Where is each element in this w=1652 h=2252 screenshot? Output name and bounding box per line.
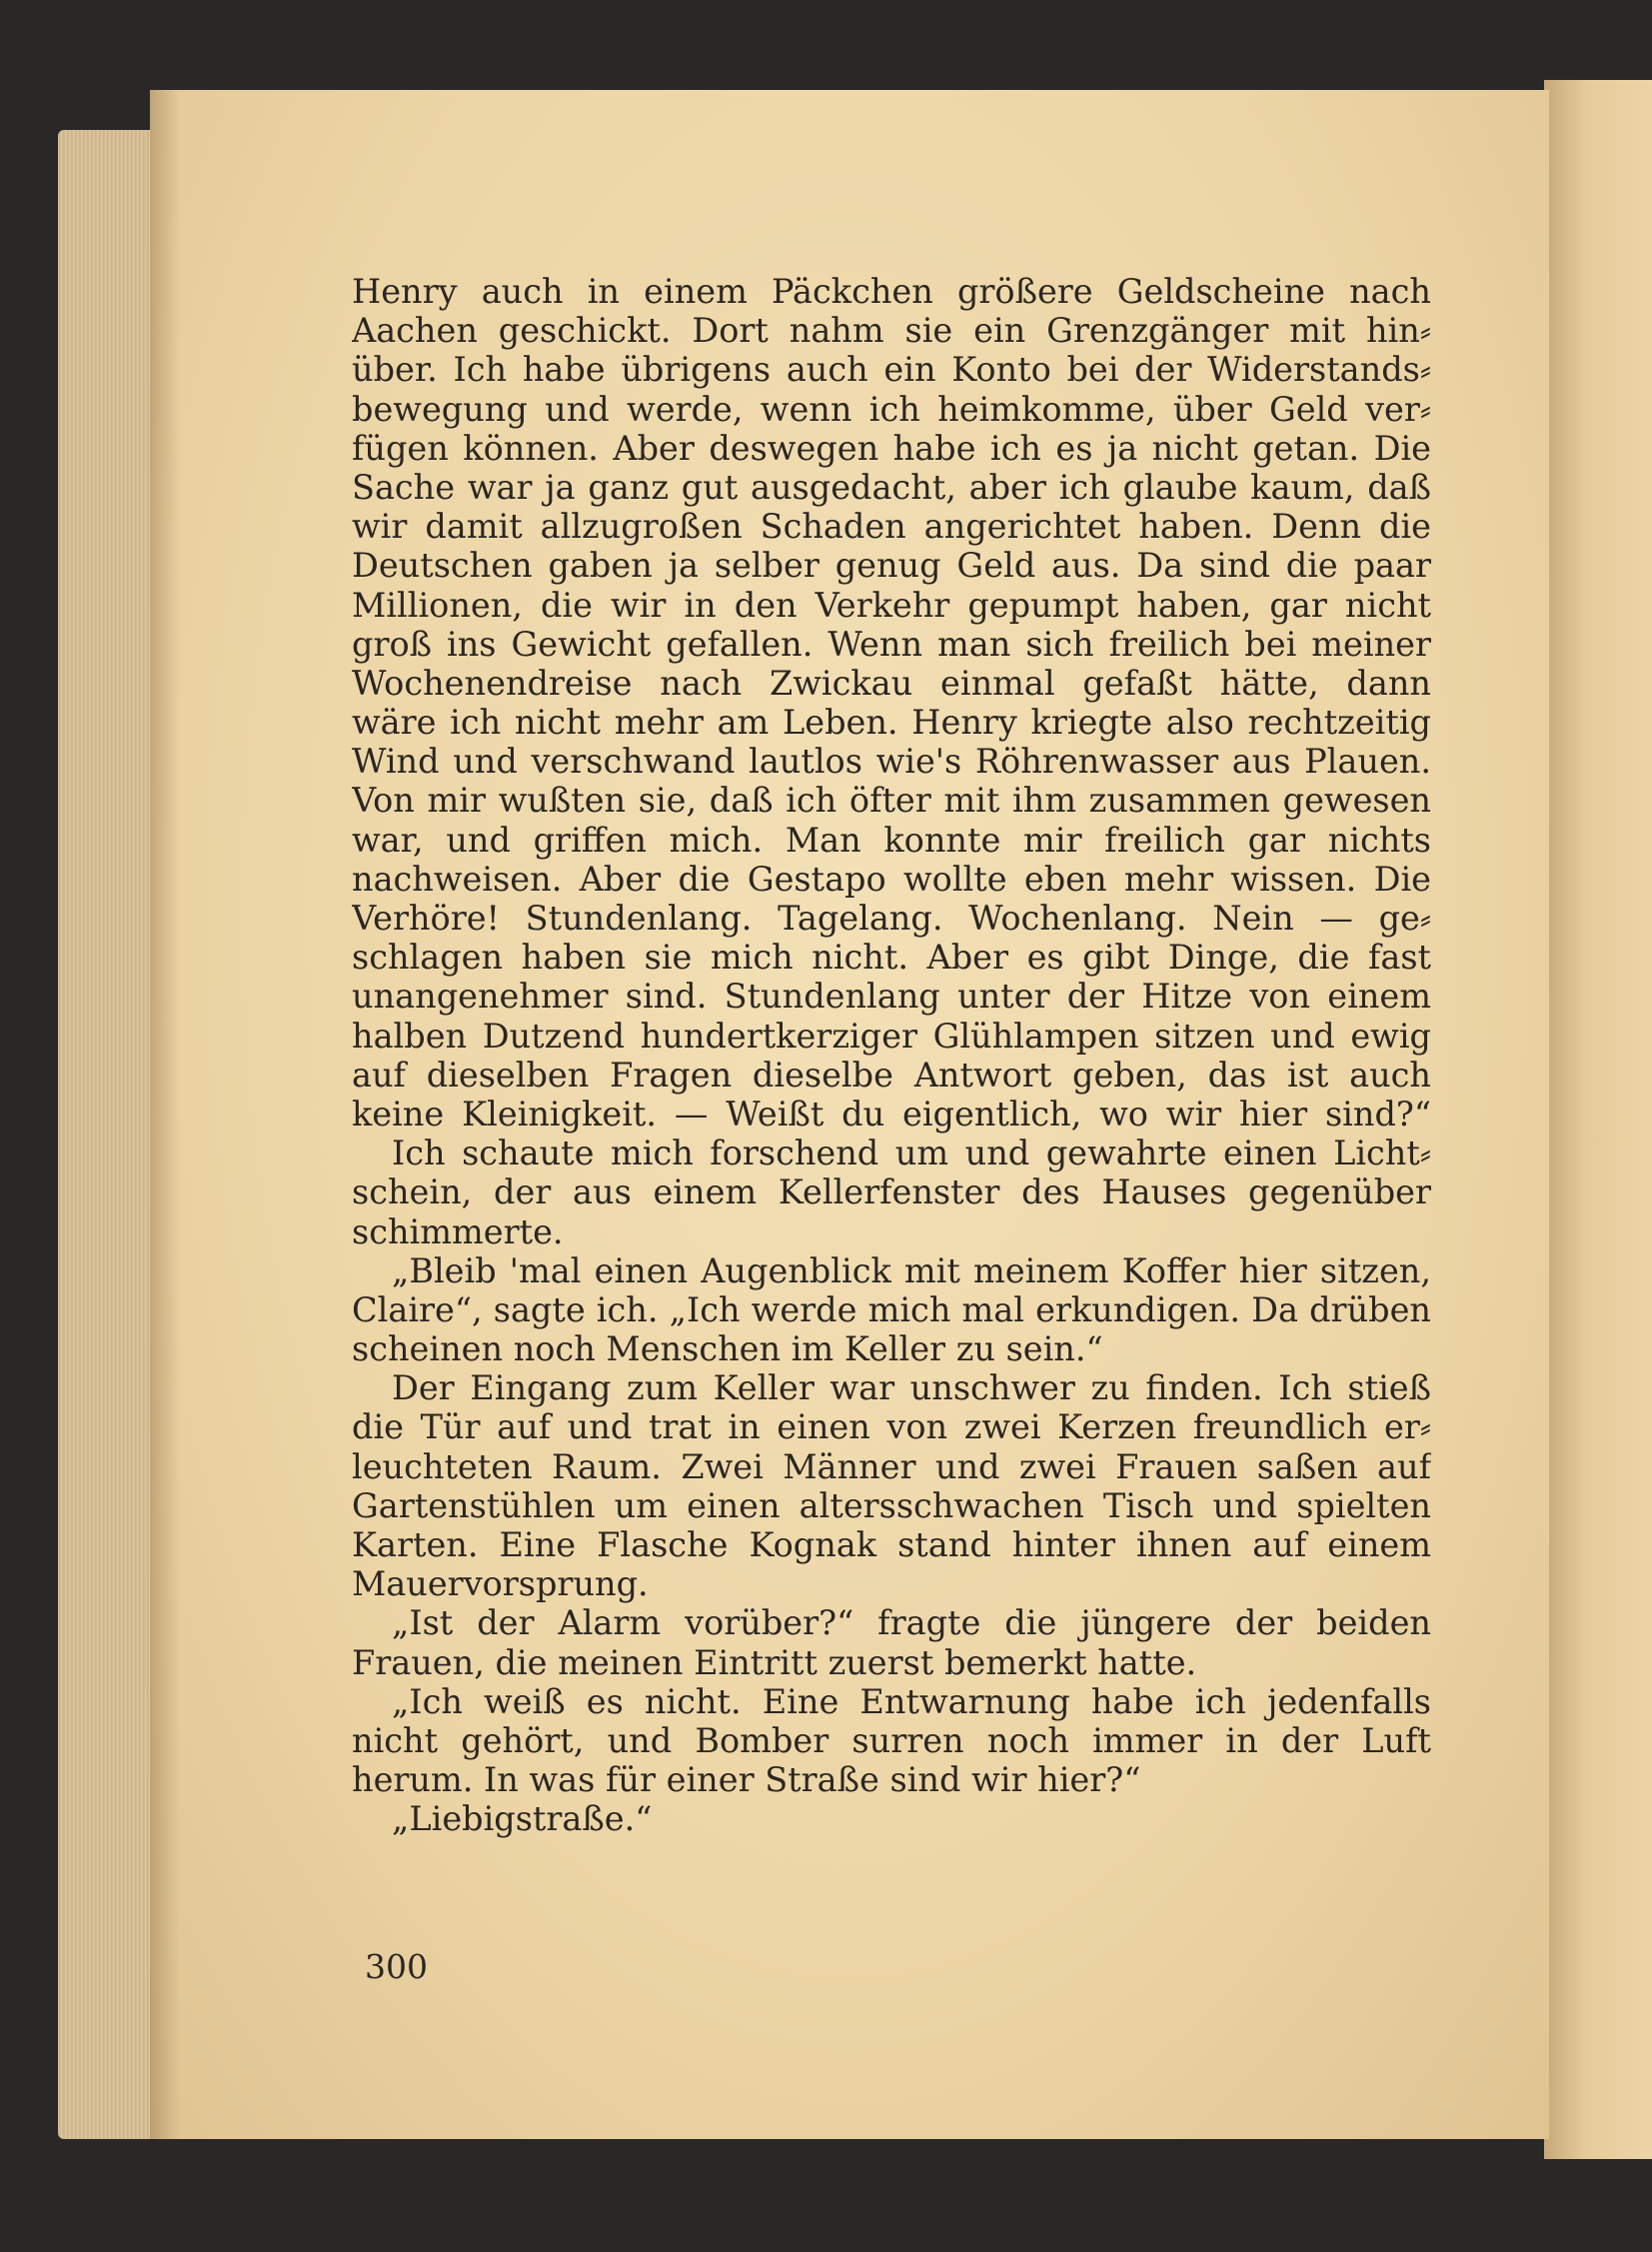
text-line: groß ins Gewicht gefallen. Wenn man sich freilich bei meiner: [352, 624, 1431, 664]
text-line: schein, der aus einem Kellerfenster des Hauses gegenüber: [352, 1172, 1431, 1212]
text-line: auf dieselben Fragen dieselbe Antwort geben, das ist auch: [352, 1055, 1431, 1095]
text-line: Von mir wußten sie, daß ich öfter mit ihm zusammen gewesen: [352, 781, 1431, 821]
text-line: die Tür auf und trat in einen von zwei Kerzen freundlich er⸗: [352, 1407, 1431, 1447]
text-line: wäre ich nicht mehr am Leben. Henry kriegte also rechtzeitig: [352, 703, 1431, 743]
text-line: wir damit allzugroßen Schaden angerichtet haben. Denn die: [352, 507, 1431, 547]
text-line: nicht gehört, und Bomber surren noch immer in der Luft: [352, 1720, 1431, 1760]
text-line: Ich schaute mich forschend um und gewahrte einen Licht⸗: [392, 1133, 1431, 1173]
text-line: war, und griffen mich. Man konnte mir freilich gar nichts: [352, 820, 1431, 860]
text-line: über. Ich habe übrigens auch ein Konto bei der Widerstands⸗: [352, 350, 1431, 390]
facing-page-edge: [1544, 80, 1652, 2159]
text-line: nachweisen. Aber die Gestapo wollte eben mehr wissen. Die: [352, 859, 1431, 899]
text-line: scheinen noch Menschen im Keller zu sein.“: [352, 1329, 1103, 1369]
text-line: Der Eingang zum Keller war unschwer zu finden. Ich stieß: [392, 1368, 1431, 1408]
body-text: [352, 272, 1431, 1839]
text-line: herum. In was für einer Straße sind wir hier?“: [352, 1760, 1141, 1800]
text-line: Henry auch in einem Päckchen größere Geldscheine nach: [352, 272, 1431, 311]
text-line: keine Kleinigkeit. — Weißt du eigentlich, wo wir hier sind?“: [352, 1094, 1431, 1133]
text-line: Claire“, sagte ich. „Ich werde mich mal erkundigen. Da drüben: [352, 1289, 1431, 1329]
text-line: Gartenstühlen um einen altersschwachen Tisch und spielten: [352, 1485, 1431, 1525]
text-line: schimmerte.: [352, 1211, 564, 1251]
page-number: 300: [365, 1947, 428, 1986]
text-line: leuchteten Raum. Zwei Männer und zwei Frauen saßen auf: [352, 1446, 1431, 1486]
text-line: Aachen geschickt. Dort nahm sie ein Grenzgänger mit hin⸗: [352, 311, 1431, 351]
text-line: „Ist der Alarm vorüber?“ fragte die jüngere der beiden: [392, 1603, 1431, 1643]
text-line: „Liebigstraße.“: [392, 1799, 653, 1839]
text-line: Wochenendreise nach Zwickau einmal gefaßt hätte, dann: [352, 663, 1431, 703]
text-line: „Bleib 'mal einen Augenblick mit meinem Koffer hier sitzen,: [392, 1250, 1431, 1290]
text-line: halben Dutzend hundertkerziger Glühlampen sitzen und ewig: [352, 1016, 1431, 1056]
text-line: Karten. Eine Flasche Kognak stand hinter ihnen auf einem: [352, 1525, 1431, 1564]
text-line: bewegung und werde, wenn ich heimkomme, über Geld ver⸗: [352, 389, 1431, 429]
text-line: schlagen haben sie mich nicht. Aber es gibt Dinge, die fast: [352, 938, 1431, 978]
text-line: fügen können. Aber deswegen habe ich es ja nicht getan. Die: [352, 428, 1431, 468]
text-line: Mauervorsprung.: [352, 1564, 649, 1604]
text-line: Deutschen gaben ja selber genug Geld aus. Da sind die paar: [352, 546, 1431, 586]
text-line: „Ich weiß es nicht. Eine Entwarnung habe ich jedenfalls: [392, 1681, 1431, 1721]
text-line: Millionen, die wir in den Verkehr gepumpt haben, gar nicht: [352, 585, 1431, 625]
text-line: unangenehmer sind. Stundenlang unter der Hitze von einem: [352, 977, 1431, 1017]
text-line: Sache war ja ganz gut ausgedacht, aber ich glaube kaum, daß: [352, 467, 1431, 507]
text-line: Frauen, die meinen Eintritt zuerst bemerkt hatte.: [352, 1642, 1197, 1682]
gutter-shadow: [150, 90, 180, 2139]
text-line: Verhöre! Stundenlang. Tagelang. Wochenlang. Nein — ge⸗: [352, 899, 1431, 938]
text-line: Wind und verschwand lautlos wie's Röhrenwasser aus Plauen.: [352, 742, 1431, 782]
